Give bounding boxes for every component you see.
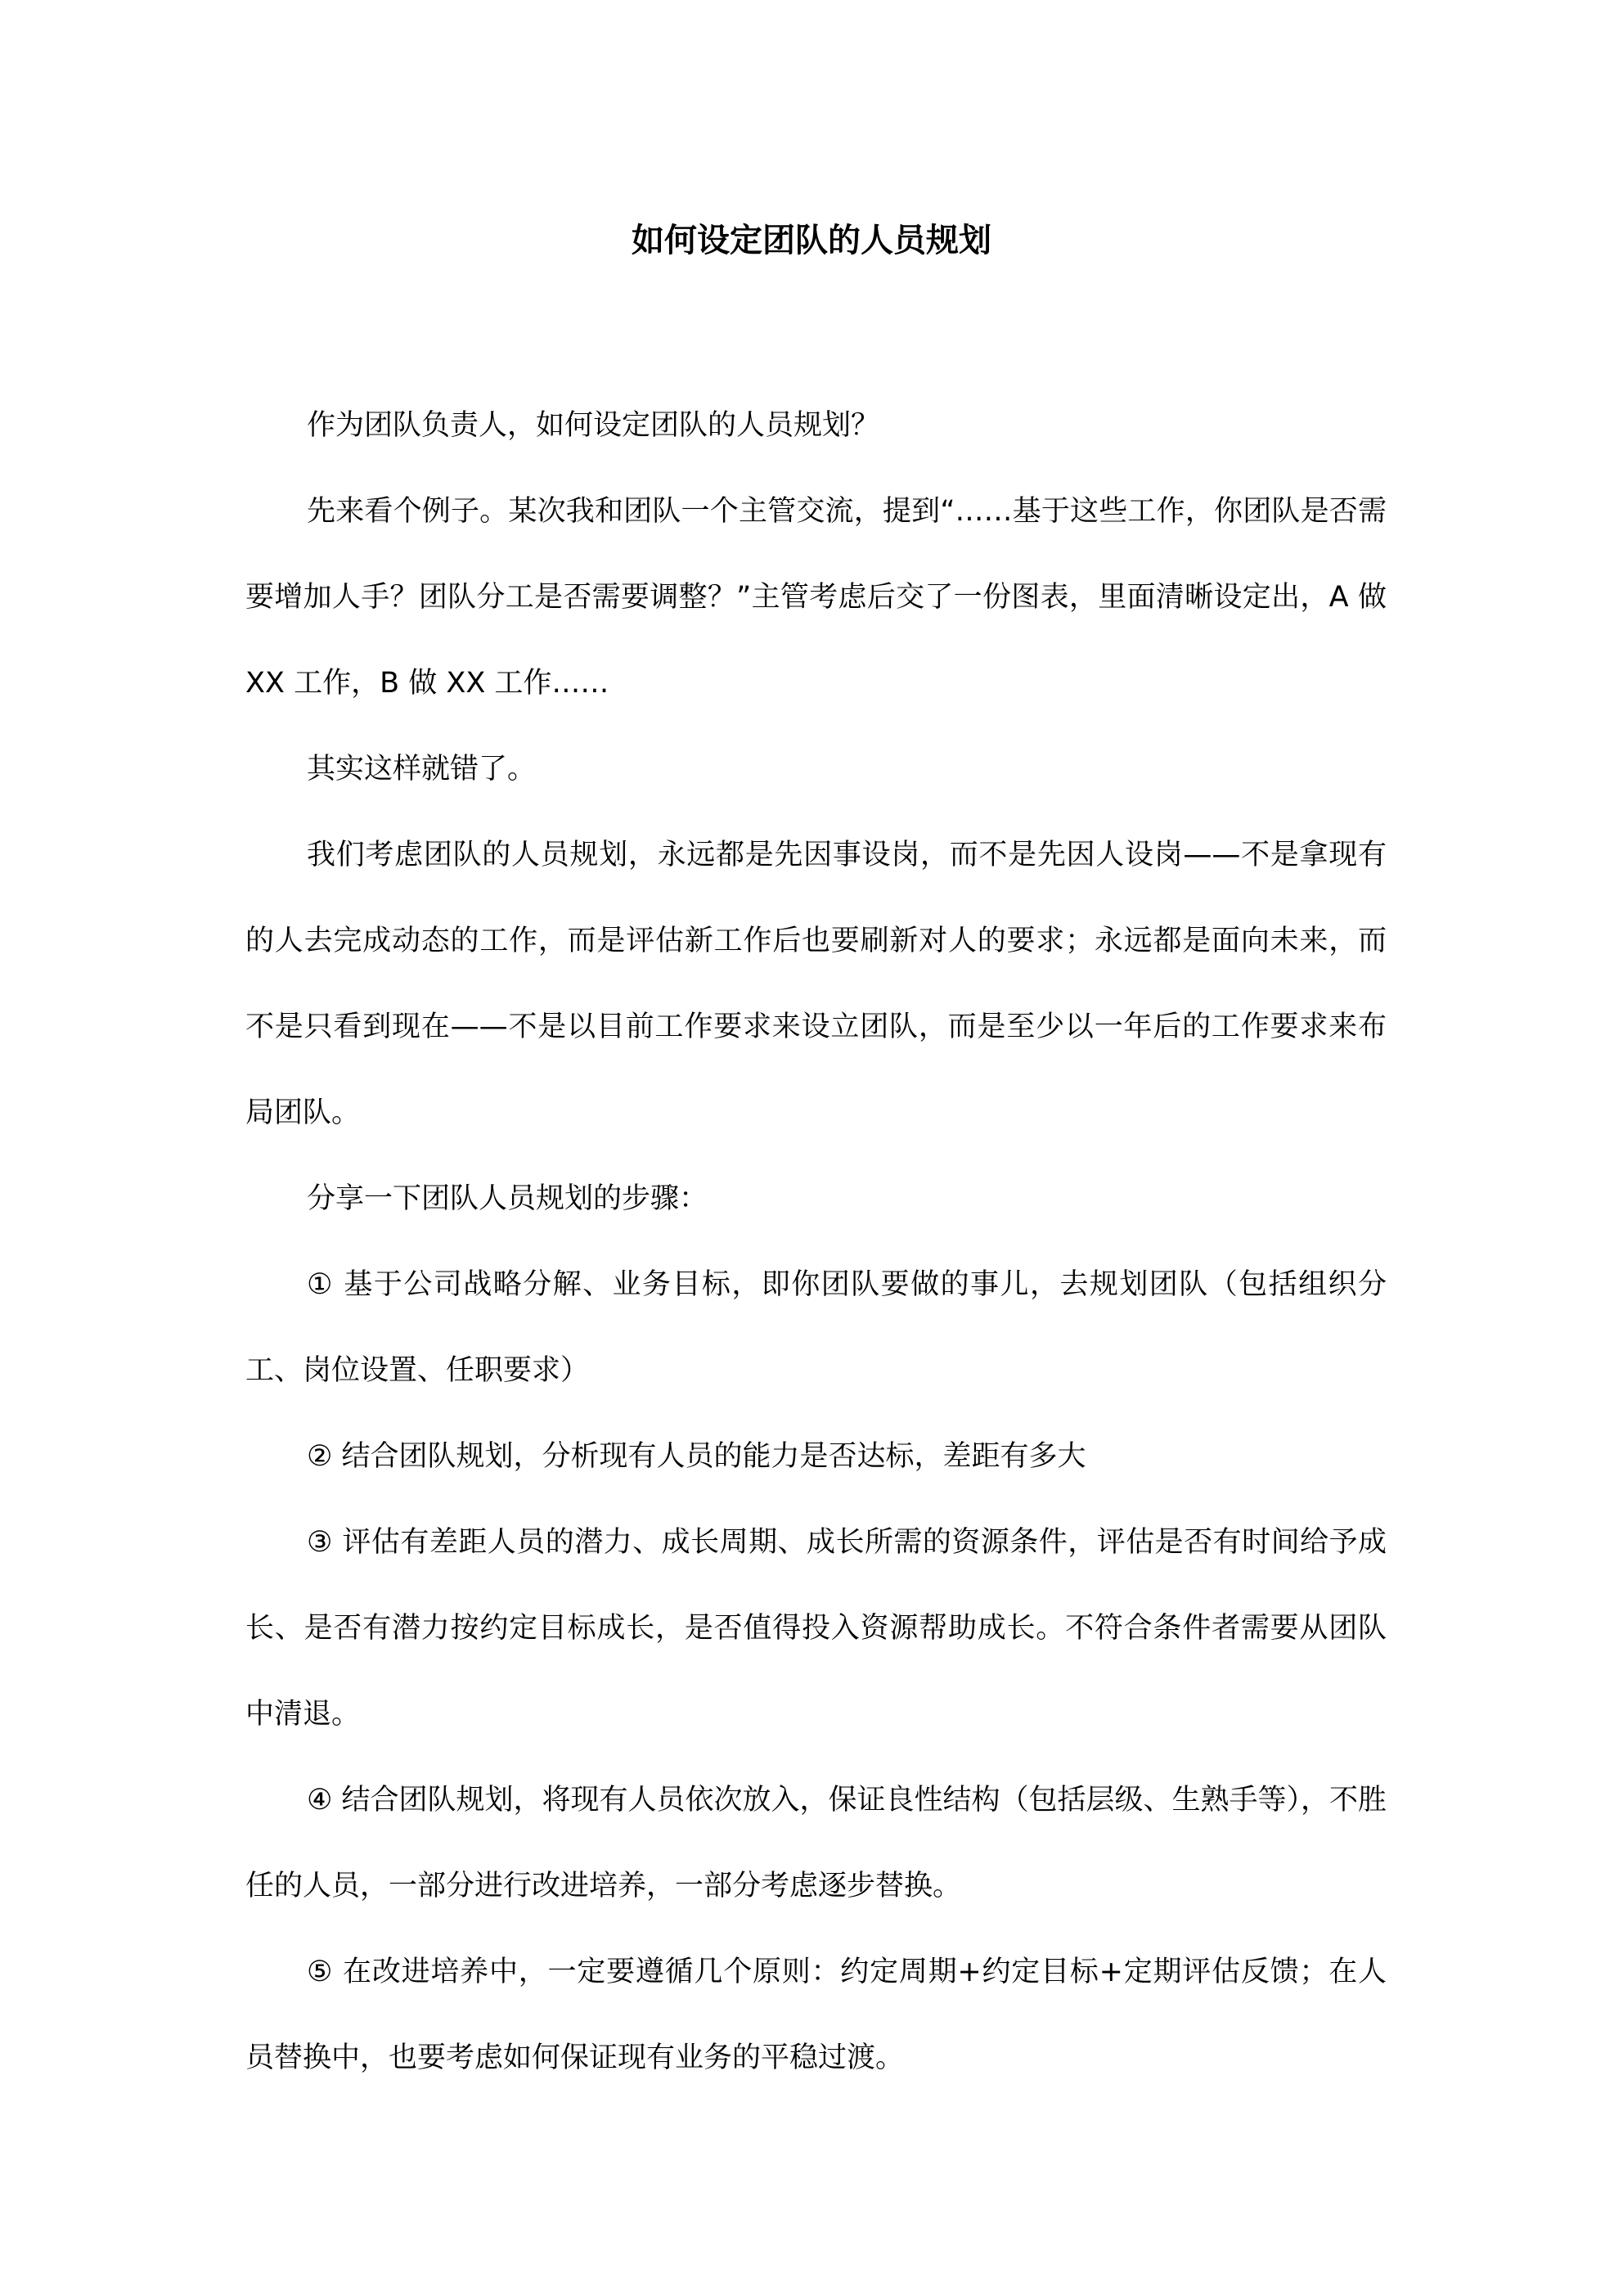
list-item: ③ 评估有差距人员的潜力、成长周期、成长所需的资源条件，评估是否有时间给予成长、是否有潜力按约定目标成长，是否值得投入资源帮助成长。不符合条件者需要从团队中清退。 [245, 1526, 1387, 1731]
paragraph: 我们考虑团队的人员规划，永远都是先因事设岗，而不是先因人设岗——不是拿现有的人去完成动态的工作，而是评估新工作后也要刷新对人的要求；永远都是面向未来，而不是只看到现在——不是以目前工作要求来设立团队，而是至少以一年后的工作要求来布局团队。 [245, 839, 1387, 1129]
document-title: 如何设定团队的人员规划 [632, 222, 991, 259]
paragraph: 作为团队负责人，如何设定团队的人员规划？ [307, 409, 880, 442]
list-item: ④ 结合团队规划，将现有人员依次放入，保证良性结构（包括层级、生熟手等），不胜任的人员，一部分进行改进培养，一部分考虑逐步替换。 [245, 1784, 1387, 1902]
paragraph: 先来看个例子。某次我和团队一个主管交流，提到“……基于这些工作，你团队是否需要增加人手？团队分工是否需要调整？”主管考虑后交了一份图表，里面清晰设定出，A 做 XX 工作，B 做 XX 工作…… [245, 495, 1387, 700]
list-item: ⑤ 在改进培养中，一定要遵循几个原则：约定周期+约定目标+定期评估反馈；在人员替换中，也要考虑如何保证现有业务的平稳过渡。 [245, 1956, 1387, 2074]
document-body [245, 383, 1387, 2101]
list-item: ① 基于公司战略分解、业务目标，即你团队要做的事儿，去规划团队（包括组织分工、岗位设置、任职要求） [245, 1268, 1387, 1387]
paragraph: 其实这样就错了。 [307, 753, 537, 786]
paragraph: 分享一下团队人员规划的步骤： [307, 1182, 708, 1215]
list-item: ② 结合团队规划，分析现有人员的能力是否达标，差距有多大 [307, 1440, 1086, 1473]
